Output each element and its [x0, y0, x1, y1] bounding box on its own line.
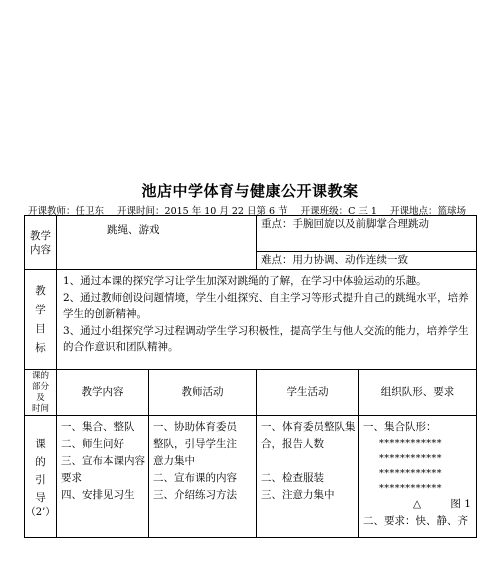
formation-row: ************ — [379, 483, 442, 494]
formation-row: ************ — [379, 453, 442, 464]
column-header-row — [25, 370, 477, 416]
goals-label: 教 学 目 标 — [25, 270, 57, 370]
time-info: 开课时间：2015 年 10 月 22 日第 6 节 — [117, 206, 288, 217]
intro-teacher: 一、协助体育委员 整队，引导学生注 意力集中 二、宣布课的内容 三、介绍练习方法 — [149, 416, 257, 538]
teacher-position — [363, 496, 472, 513]
goal-1: 1、通过本课的探究学习让学生加深对跳绳的了解，在学习中体验运动的乐趣。 — [63, 275, 427, 287]
formation-row: ************ — [379, 468, 442, 479]
intro-org — [359, 416, 477, 538]
header-student: 学生活动 — [257, 370, 359, 416]
content-value: 跳绳、游戏 — [57, 216, 257, 270]
intro-student: 一、体育委员整队集 合，报告人数 二、检查服装 三、注意力集中 — [257, 416, 359, 538]
document-title: 池店中学体育与健康公开课教案 — [141, 182, 359, 200]
goal-3: 3、通过小组探究学习过程调动学生学习积极性，提高学生与他人交流的能力，培养学生的合作意识和团队精神。 — [63, 324, 469, 353]
intro-label: 课 的 引 导 （2’） — [25, 416, 57, 538]
org-requirement: 二、要求：快、静、齐 — [363, 515, 468, 527]
formation-row: ************ — [379, 438, 442, 449]
goals-row — [25, 270, 477, 370]
header-part-time: 课的 部分 及 时间 — [25, 370, 57, 416]
header-teacher: 教师活动 — [149, 370, 257, 416]
triangle-icon: △ — [413, 498, 422, 510]
intro-content: 一、集合、整队 二、师生问好 三、宣布本课内容 要求 四、安排见习生 — [57, 416, 149, 538]
goals-text — [57, 270, 477, 370]
difficulty: 难点：用力协调、动作连续一致 — [257, 252, 477, 270]
header-content: 教学内容 — [57, 370, 149, 416]
header-org: 组织队形、要求 — [359, 370, 477, 416]
intro-row — [25, 416, 477, 538]
figure-label: 图 1 — [450, 498, 471, 510]
goal-2: 2、通过教师创设问题情境，学生小组探究、自主学习等形式提升自己的跳绳水平，培养学生的创新精神。 — [63, 291, 469, 320]
content-row — [25, 216, 477, 252]
place-info: 开课地点：篮球场 — [390, 206, 467, 217]
teacher-info: 开课教师：任卫东 — [28, 206, 105, 217]
class-info: 开课班级：C 三 1 — [300, 206, 377, 217]
content-label: 教学 内容 — [25, 216, 57, 270]
org-title: 一、集合队形： — [363, 421, 437, 433]
lesson-plan-table — [24, 215, 477, 538]
key-point: 重点：手腕回旋以及前脚掌合理跳动 — [257, 216, 477, 252]
